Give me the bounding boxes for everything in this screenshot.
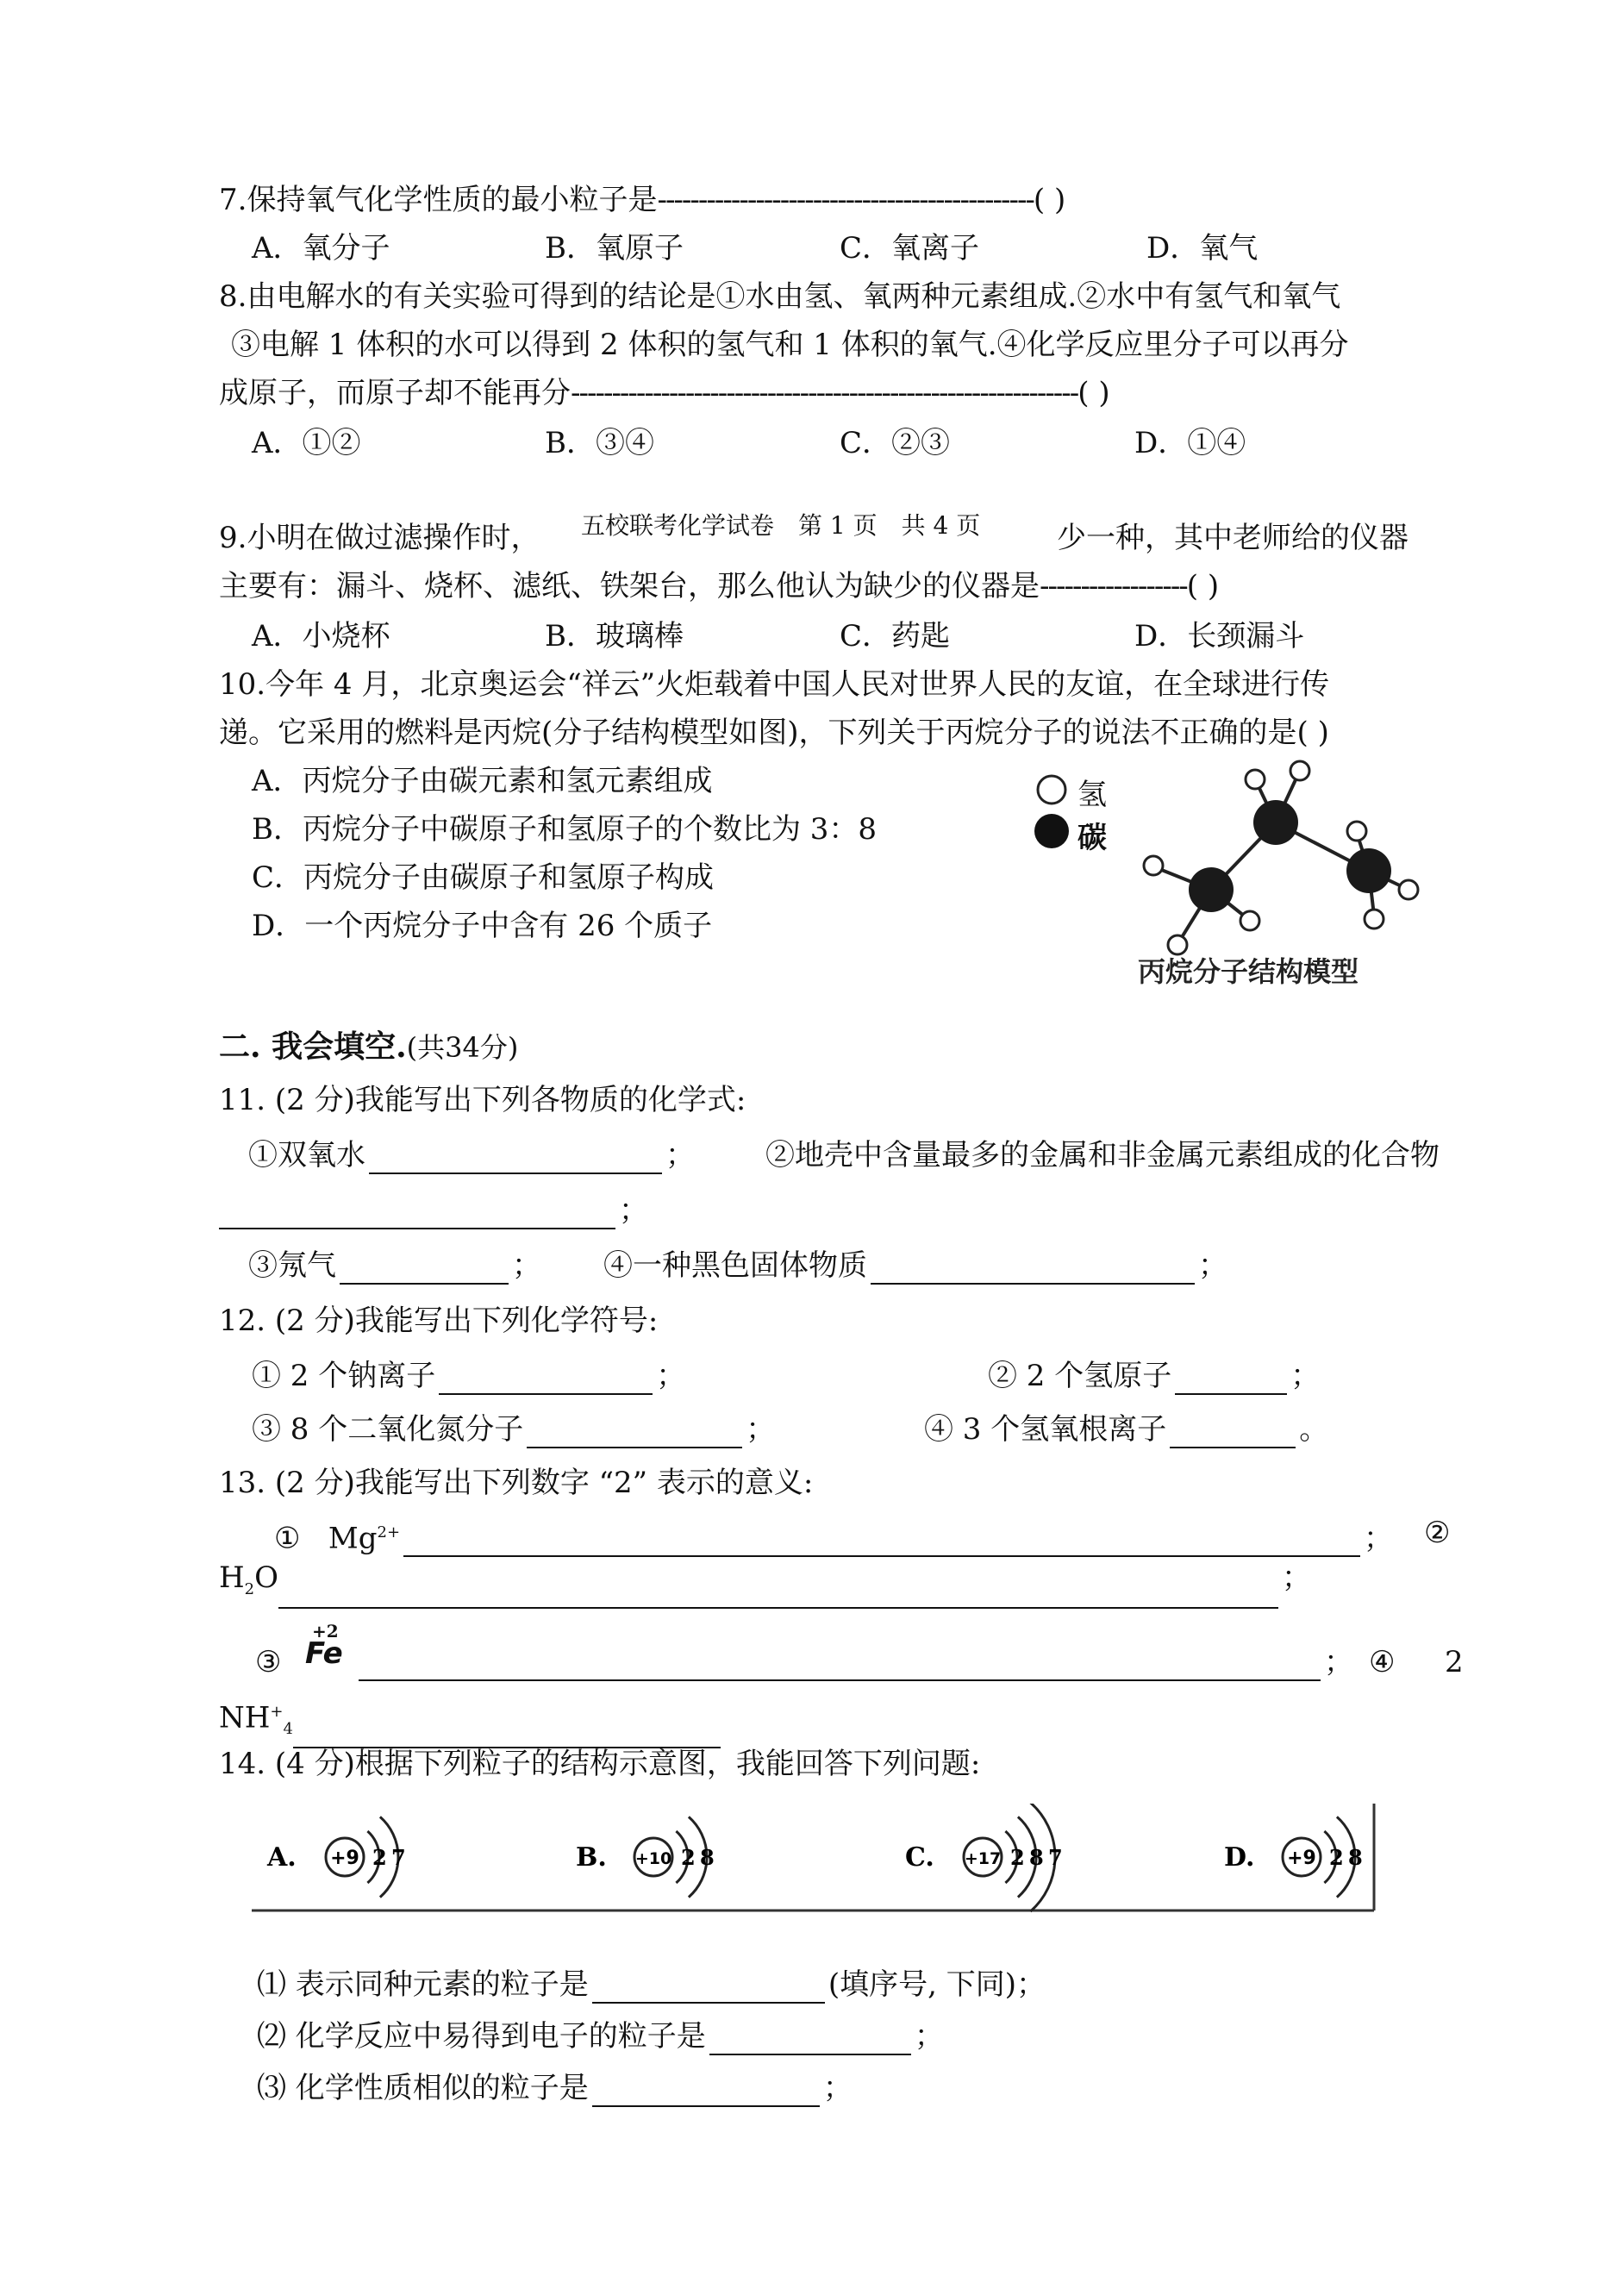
q10-option-b: B．丙烷分子中碳原子和氢原子的个数比为 3：8 [252, 812, 878, 847]
answer-blank[interactable] [527, 1417, 742, 1448]
fe-symbol: Fe [305, 1636, 343, 1671]
shell-electron-count: 7 [391, 1845, 406, 1870]
hydrogen-atom [1399, 880, 1418, 899]
atom-diagrams-svg [250, 1804, 1379, 1916]
shell-electron-count: 8 [1348, 1845, 1363, 1870]
q13-stem: 13. (2 分)我能写出下列数字 “2” 表示的意义: [219, 1466, 814, 1500]
nucleus-charge: +10 [634, 1849, 672, 1868]
q13-item2-marker: ② [1424, 1516, 1451, 1550]
q14-sub3: ⑶ 化学性质相似的粒子是 ； [257, 2071, 853, 2105]
q9-option-c: C．药匙 [840, 619, 951, 653]
q8-line2: ③电解 1 体积的水可以得到 2 体积的氢气和 1 体积的氧气.④化学反应里分子可以再分 [231, 328, 1349, 362]
answer-blank[interactable] [359, 1650, 1321, 1681]
q14-stem: 14. (4 分)根据下列粒子的结构示意图，我能回答下列问题: [219, 1747, 981, 1781]
page-footer-stamp: 五校联考化学试卷 第 1 页 共 4 页 [576, 507, 985, 541]
propane-model-figure [1026, 750, 1431, 991]
q13-item4: $NH^+_4$ [219, 1693, 724, 1748]
legend-hydrogen-icon [1038, 776, 1065, 804]
q9-option-a: A．小烧杯 [252, 619, 390, 653]
legend-hydrogen-label: 氢 [1077, 778, 1107, 812]
figure-caption: 丙烷分子结构模型 [1138, 955, 1359, 988]
q11-item2-answer: ； [219, 1191, 648, 1229]
q12-item2: ② 2 个氢原子 ； [988, 1359, 1321, 1393]
carbon-atom [1346, 848, 1391, 893]
q11-item4: ④一种黑色固体物质 ； [603, 1248, 1227, 1283]
carbon-atom [1253, 800, 1298, 845]
hydrogen-atom [1240, 911, 1259, 930]
q10-option-a: A．丙烷分子由碳元素和氢元素组成 [252, 764, 713, 798]
shell-electron-count: 2 [1329, 1845, 1344, 1870]
q13-item4-marker: ④ [1369, 1645, 1396, 1679]
q7-stem: 7.保持氧气化学性质的最小粒子是----------------------------------------------( ) [219, 183, 1066, 217]
carbon-atom [1189, 867, 1234, 912]
atom-diagram-d [1224, 1817, 1363, 1897]
q13-item3: ③ [255, 1645, 282, 1679]
section-2-heading: 二. 我会填空.(共34分) [219, 1029, 519, 1065]
answer-blank[interactable] [219, 1198, 615, 1229]
answer-blank[interactable] [592, 1973, 825, 2004]
q14-sub1: ⑴ 表示同种元素的粒子是 (填序号, 下同)； [257, 1967, 1046, 2002]
q13-item3-answer: ； [355, 1643, 1353, 1681]
hydrogen-atom [1290, 761, 1309, 780]
answer-blank[interactable] [1170, 1417, 1296, 1448]
q13-item2: $H_2O$ ； [219, 1559, 1311, 1609]
q9-line1-end: 少一种，其中老师给的仪器 [1057, 521, 1409, 555]
q10-option-c: C．丙烷分子由碳原子和氢原子构成 [252, 860, 715, 895]
atom-diagram-b [576, 1817, 715, 1897]
q9-option-b: B．玻璃棒 [545, 619, 684, 653]
fe-charge: +2 [312, 1621, 339, 1642]
hydrogen-atom [1144, 856, 1163, 875]
answer-blank[interactable] [439, 1364, 653, 1395]
atom-label: A. [267, 1842, 297, 1873]
q8-line3: 成原子，而原子却不能再分--------------------------------------------------------------( ) [219, 376, 1110, 410]
q8-option-d: D．①④ [1134, 426, 1246, 460]
atom-structure-diagrams [250, 1804, 1379, 1916]
nucleus-charge: +9 [330, 1848, 359, 1869]
q12-stem: 12. (2 分)我能写出下列化学符号: [219, 1304, 659, 1338]
q7-option-c: C．氧离子 [840, 231, 980, 266]
legend-carbon-icon [1034, 814, 1069, 848]
nucleus-charge: +9 [1287, 1848, 1316, 1869]
q8-option-a: A．①② [252, 426, 361, 460]
answer-blank[interactable] [340, 1254, 509, 1285]
hydrogen-atom [1365, 910, 1384, 929]
q11-stem: 11. (2 分)我能写出下列各物质的化学式: [219, 1083, 746, 1117]
q8-option-b: B．③④ [545, 426, 654, 460]
q11-item3: ③氖气 ； [248, 1248, 541, 1283]
q9-option-d: D．长颈漏斗 [1134, 619, 1305, 653]
answer-blank[interactable] [278, 1578, 1278, 1609]
shell-electron-count: 2 [1010, 1845, 1025, 1870]
q12-item1: ① 2 个钠离子 ； [252, 1359, 686, 1393]
q10-line2: 递。它采用的燃料是丙烷(分子结构模型如图)，下列关于丙烷分子的说法不正确的是( ) [219, 716, 1329, 750]
shell-electron-count: 8 [1029, 1845, 1044, 1870]
shell-electron-count: 7 [1048, 1845, 1063, 1870]
nucleus-charge: +17 [964, 1849, 1002, 1868]
q7-option-d: D．氧气 [1146, 231, 1259, 266]
q10-line1: 10.今年 4 月，北京奥运会“祥云”火炬载着中国人民对世界人民的友谊，在全球进行传 [219, 667, 1330, 702]
q12-item3: ③ 8 个二氧化氮分子 ； [252, 1412, 776, 1447]
q7-option-b: B．氧原子 [545, 231, 684, 266]
answer-blank[interactable] [1175, 1364, 1287, 1395]
q11-item1: ①双氧水 ； [248, 1138, 695, 1173]
atom-label: C. [905, 1842, 934, 1873]
q13-item1: ① $Mg^{2+}$ ； [274, 1521, 1394, 1556]
shell-electron-count: 8 [700, 1845, 715, 1870]
answer-blank[interactable] [592, 2076, 820, 2107]
atom-diagram-a [266, 1817, 406, 1897]
atom-label: B. [576, 1842, 607, 1873]
hydrogen-atom [1246, 770, 1265, 789]
answer-blank[interactable] [871, 1254, 1195, 1285]
q8-line1: 8.由电解水的有关实验可得到的结论是①水由氢、氧两种元素组成.②水中有氢气和氧气 [219, 279, 1341, 314]
q9-line1-start: 9.小明在做过滤操作时， [219, 521, 540, 555]
q11-item2: ②地壳中含量最多的金属和非金属元素组成的化合物 [765, 1138, 1440, 1173]
q9-line2: 主要有：漏斗、烧杯、滤纸、铁架台，那么他认为缺少的仪器是------------------( ) [219, 569, 1220, 603]
hydrogen-atom [1347, 822, 1366, 841]
answer-blank[interactable] [369, 1143, 662, 1174]
q8-option-c: C．②③ [840, 426, 951, 460]
atom-diagram-c [905, 1804, 1063, 1911]
atom-label: D. [1224, 1842, 1255, 1873]
q7-option-a: A．氧分子 [252, 231, 390, 266]
answer-blank[interactable] [709, 2024, 911, 2055]
q13-item4-coefficient: 2 [1445, 1645, 1464, 1679]
answer-blank[interactable] [403, 1526, 1360, 1557]
shell-electron-count: 2 [681, 1845, 696, 1870]
legend-carbon-label: 碳 [1077, 821, 1107, 855]
answer-blank[interactable] [293, 1717, 721, 1748]
q10-option-d: D．一个丙烷分子中含有 26 个质子 [252, 909, 713, 943]
q14-sub2: ⑵ 化学反应中易得到电子的粒子是 ； [257, 2019, 944, 2054]
shell-electron-count: 2 [372, 1845, 387, 1870]
q12-item4: ④ 3 个氢氧根离子 。 [924, 1412, 1329, 1447]
